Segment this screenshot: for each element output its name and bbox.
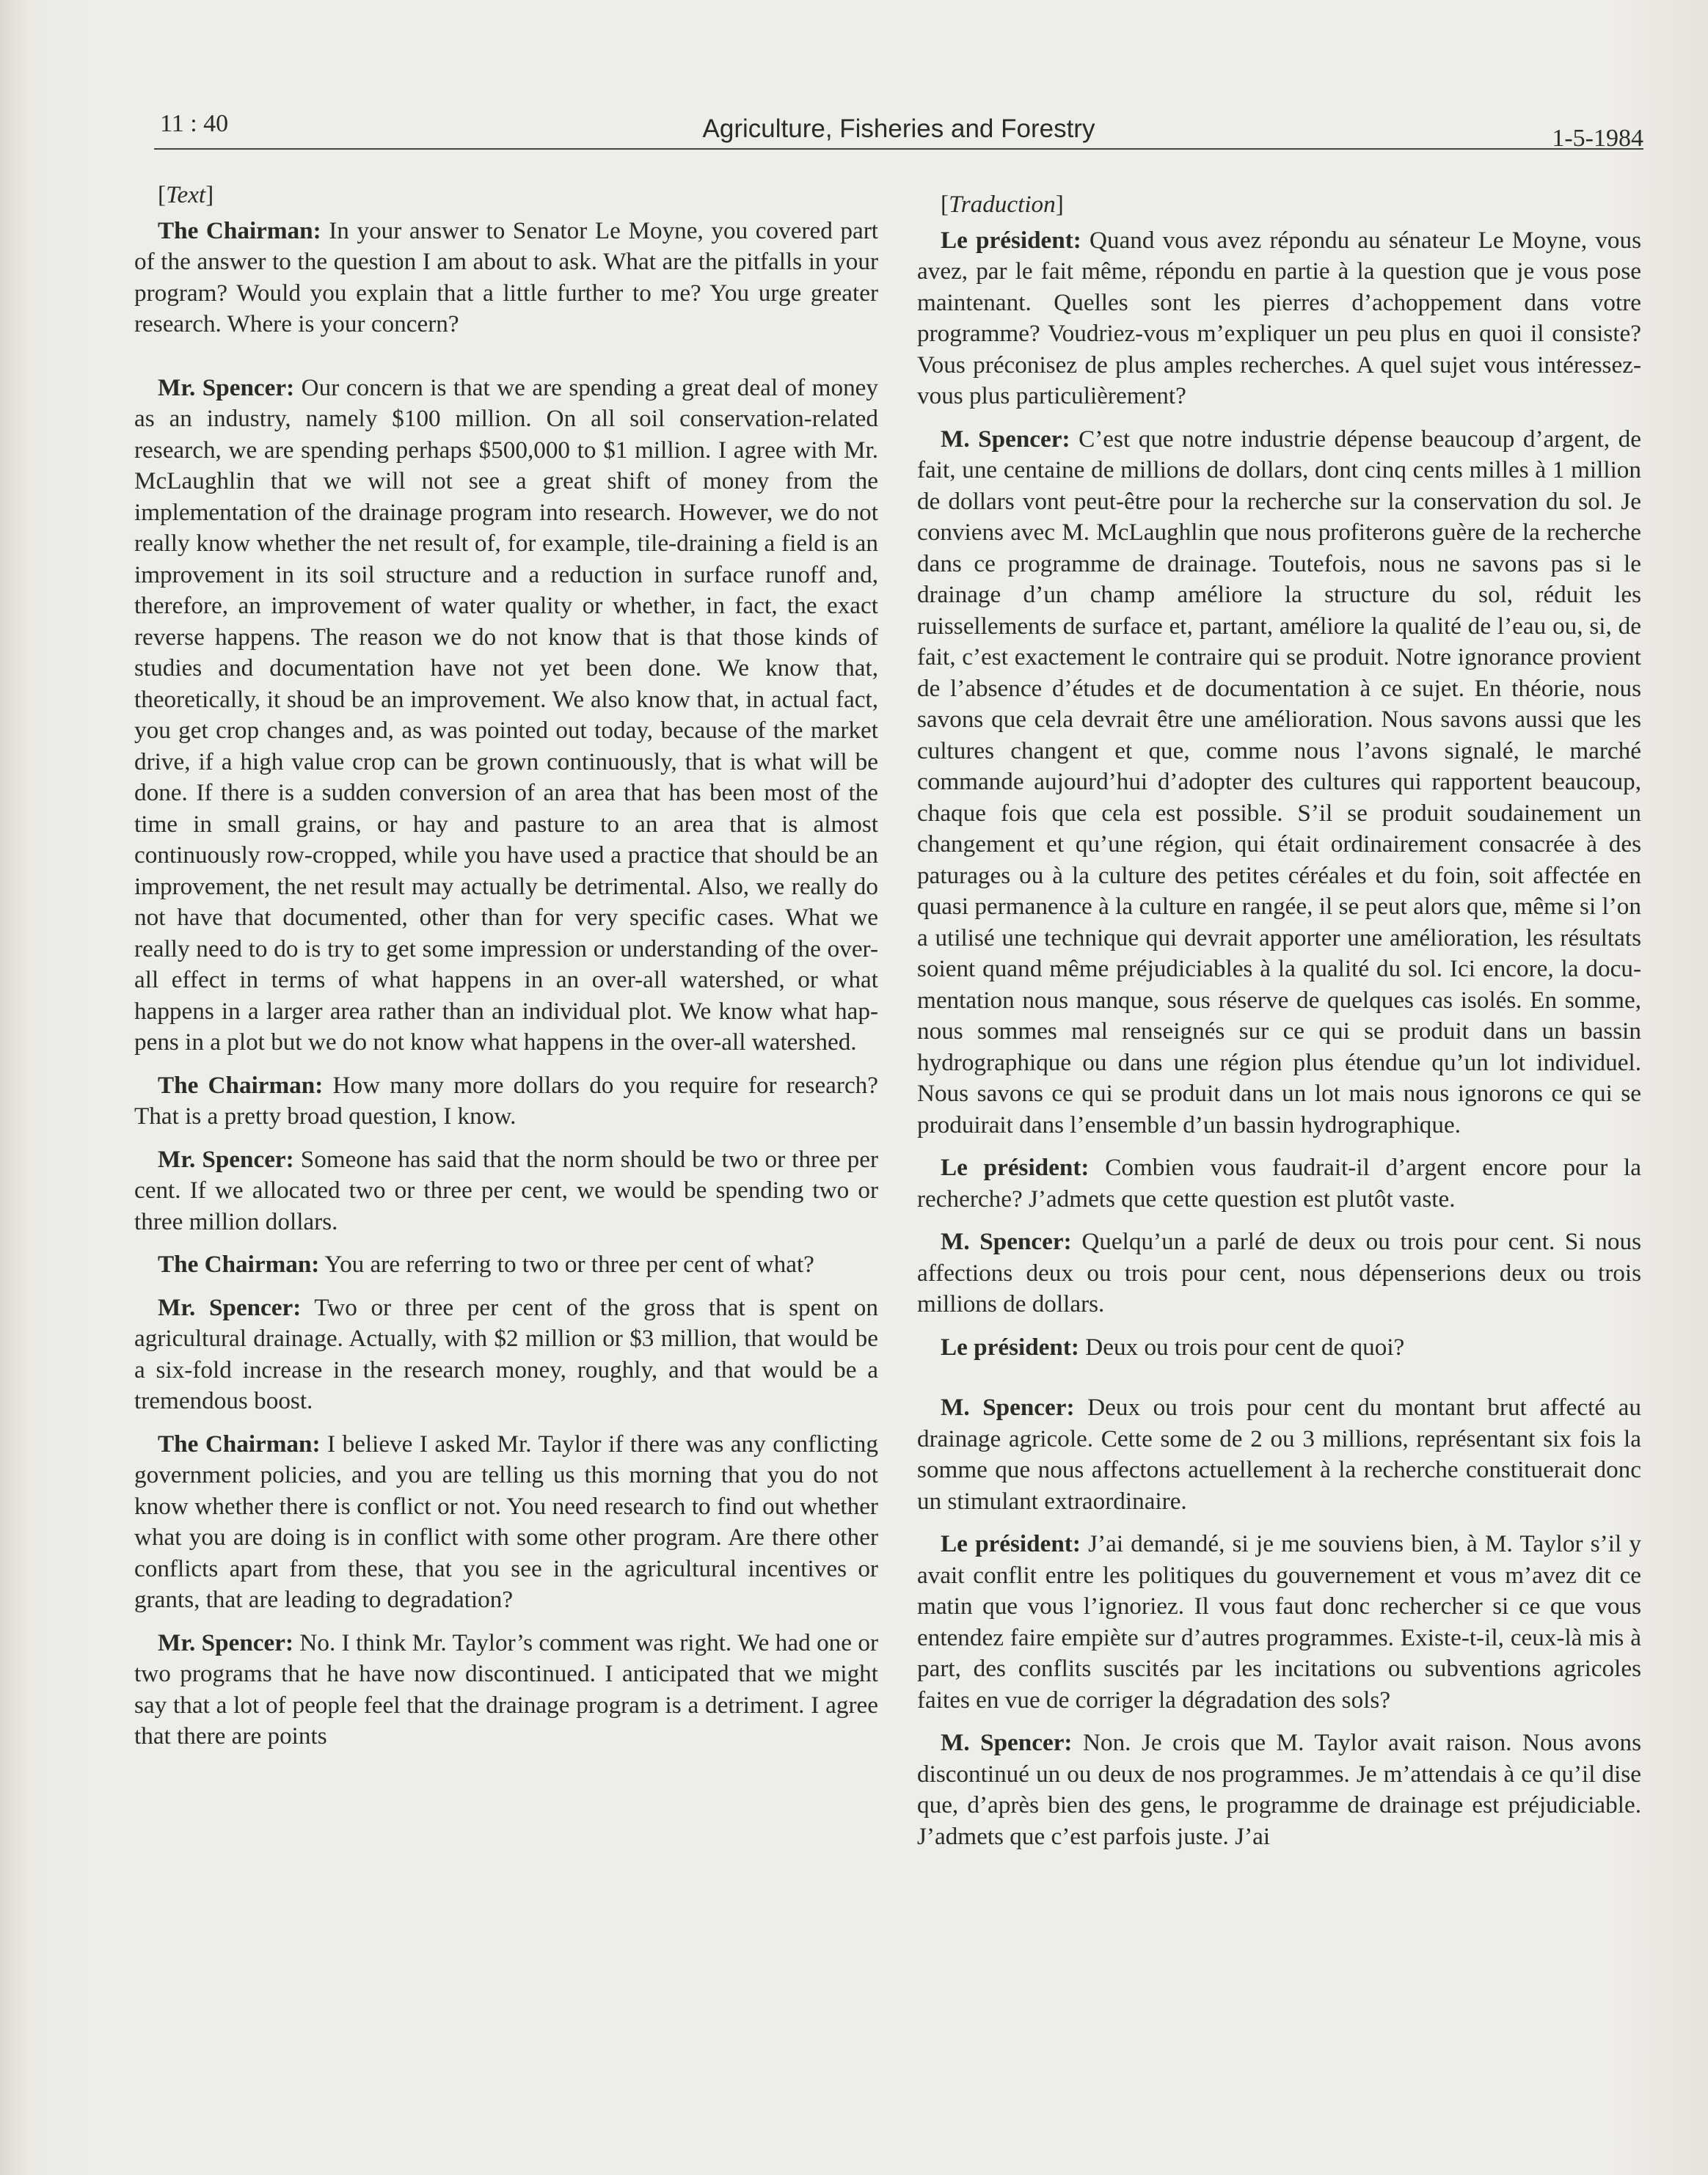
speech-text: J’ai demandé, si je me souviens bien, à M. Taylor s’il y avait conflit entre les politiques du gouvernement et vous m’avez dit ce matin que vous l’ignoriez. Il vous faut donc rechercher si ce que vous entendez faire empiète sur d’autres programmes. Existe-t-il, ceux-là mis à part, des conflits suscités par les incitations ou subventions agricoles faites en vue de corriger la dégradation des sols? [917,1530,1641,1714]
speaker-name: M. Spencer: [941,1729,1073,1756]
speaker-name: The Chairman: [158,1071,324,1099]
french-paragraph [917,424,1641,1141]
french-paragraph [917,225,1641,412]
speaker-name: Le président: [941,1154,1090,1181]
page-header [154,104,1643,150]
speech-text: Combien vous faudrait-il d’argent encore pour la recherche? J’admets que cette question est plutôt vaste. [917,1154,1642,1213]
french-paragraph [917,1392,1641,1517]
speech-text: Non. Je crois que M. Taylor avait raison. Nous avons discontinué un ou deux de nos programmes. Je m’attendais à ce qu’il dise que, d’après bien des gens, le programme de drainage est préjudiciable. J’admets que c’est parfois juste. J’ai [917,1729,1642,1850]
speaker-name: M. Spencer: [941,425,1070,453]
speaker-name: The Chairman: [158,1251,320,1278]
english-paragraph [134,1293,878,1417]
speaker-name: The Chairman: [158,1430,321,1458]
english-paragraph [134,373,878,1059]
speech-text: How many more dollars do you require for research? That is a pretty broad question, I know. [134,1071,879,1130]
speech-text: Quelqu’un a parlé de deux ou trois pour cent. Si nous affections deux ou trois pour cent, nous dépenserions deux ou trois millions de dollars. [917,1228,1641,1317]
speaker-name: Le président: [941,1333,1079,1361]
speech-text: I believe I asked Mr. Taylor if there was any conflicting government policies, and you are telling us this morning that you do not know whether there is conflict or not. You need research to find out whether what you are doing is in conflict with some other program. Are there other conflicts apart from these, that you see in the agricultural incentives or grants, that are leading to degradation? [134,1430,878,1613]
french-paragraph [917,1728,1641,1852]
english-paragraph [134,216,878,340]
speaker-name: M. Spencer: [941,1228,1072,1255]
speaker-name: Le président: [941,1530,1081,1557]
page-number: 11 : 40 [160,110,229,137]
speaker-name: M. Spencer: [941,1394,1075,1421]
french-paragraph [917,1529,1641,1716]
french-paragraph [917,1152,1641,1215]
speaker-name: The Chairman: [158,216,321,244]
speaker-name: Mr. Spencer: [158,373,295,401]
speech-text: Deux ou trois pour cent de quoi? [1085,1333,1405,1361]
english-tag: [Text] [158,181,214,208]
speaker-name: Le président: [941,226,1081,254]
speech-text: Someone has said that the norm should be two or three per cent. If we allocated two or three per cent, we would be spending two or three million dollars. [134,1145,878,1235]
english-paragraph [134,1628,878,1752]
french-tag: [Traduction] [941,191,1064,218]
french-paragraph [917,1227,1641,1320]
speech-text: Quand vous avez répondu au sénateur Le Moyne, vous avez, par le fait même, répondu en partie à la question que je vous pose maintenant. Quelles sont les pierres d’achoppement dans votre programme? Voudriez-vous m’expliquer un peu plus en quoi il consiste? Vous préconisez de plus amples recherches. A quel sujet vous intéressez-vous plus particulièrement? [917,226,1641,409]
english-paragraph [134,1249,878,1281]
speech-text: No. I think Mr. Taylor’s comment was right. We had one or two programs that he have now discontinued. I anticipated that we might say that a lot of people feel that the drainage program is a detriment. I agree that there are points [134,1628,879,1750]
english-paragraph [134,1429,878,1616]
speech-text: Our concern is that we are spending a great deal of money as an industry, namely $100 million. On all soil conservation-related research, we are spending perhaps $500,000 to $1 million. I agree with Mr. McLaughlin that we will not see a great shift of money from the implementation of the drainage program into research. However, we do not really know whether the net result of, for example, tile-draining a field is an improvement in its soil structure and a reduction in surface runoff and, therefore, an improvement of water quality or whether, in fact, the exact reverse happens. The reason we do not know that is that those kinds of studies and documentation have not yet been done. We know that, theoretically, it shoud be an improvement. We also know that, in actual fact, you get crop changes and, as was pointed out today, because of the market drive, if a high value crop can be grown continuously, that is what will be done. If there is a sudden conversion of an area that has been most of the time in small grains, or hay and pasture to an area that is almost continuously row-cropped, while you have used a practice that should be an improvement, the net result may actually be detrimental. Also, we really do not have that documented, other than for very specific cases. What we really need to do is try to get some impression or understanding of the over-all effect in terms of what happens in an over-all watershed, or what happens in a larger area rather than an individual plot. We know what happens in a plot but we do not know what happens in the over-all watershed. [134,373,878,1056]
speech-text: Two or three per cent of the gross that is spent on agricultural drainage. Actually, with $2 million or $3 million, that would be a six-fold increase in the research money, roughly, and that would be a tremendous boost. [134,1293,878,1414]
speech-text: You are referring to two or three per cent of what? [324,1251,814,1278]
committee-title: Agriculture, Fisheries and Forestry [702,114,1095,143]
speaker-name: Mr. Spencer: [158,1145,294,1173]
speaker-name: Mr. Spencer: [158,1293,302,1321]
french-column [917,189,1641,1864]
english-paragraph [134,1070,878,1133]
speech-text: C’est que notre industrie dépense beaucoup d’argent, de fait, une centaine de millions de dollars, dont cinq cents milles à 1 million de dollars vont peut-être pour la recherche sur la conservation du sol. Je conviens avec M. McLaughlin que nous profiterons guère de la recherche dans ce programme de drainage. Toutefois, nous ne savons pas si le drainage d’un champ améliore la structure du sol, réduit les ruissellements de surface et, partant, améliore la qualité de l’eau ou, si, de fait, c’est exactement le contraire qui se produit. Notre ignorance provient de l’absence d’études et de documentation à ce sujet. En théorie, nous savons que cela devrait être une amélioration. Nous savons aussi que les cultures changent et que, comme nous l’avons signalé, le marché commande aujourd’hui d’adopter des cultures qui rapportent beaucoup, chaque fois que cela est possible. S’il se produit soudainement un changement et qu’une région, qui était ordinairement consacrée à des paturages ou à la culture des petites céréales et du foin, soit affectée en quasi permanence à la culture en rangée, il se peut alors que, même si l’on a utilisé une technique qui devrait apporter une amélioration, les résultats soient quand même préjudiciables à la qualité du sol. Ici encore, la documentation nous manque, sous réserve de quelques cas isolés. En somme, nous sommes mal renseignés sur ce qui se produit dans un bassin hydrographique ou dans une région plus étendue qu’un lot individuel. Nous savons ce qui se produit dans un lot mais nous ignorons ce qui se produirait dans l’ensemble d’un bassin hydrographique. [917,425,1642,1138]
speech-text: In your answer to Senator Le Moyne, you covered part of the answer to the question I am about to ask. What are the pitfalls in your program? Would you explain that a little further to me? You urge greater research. Where is your concern? [134,216,878,337]
session-date: 1-5-1984 [1552,125,1643,152]
english-paragraph [134,1144,878,1238]
french-paragraph [917,1332,1641,1364]
english-column [134,180,878,1764]
speech-text: Deux ou trois pour cent du montant brut affecté au drainage agricole. Cette some de 2 ou 3 millions, représentant six fois la somme que nous affectons actuellement à la recherche constituerait donc un stimulant extraordinaire. [917,1394,1642,1515]
speaker-name: Mr. Spencer: [158,1628,294,1656]
